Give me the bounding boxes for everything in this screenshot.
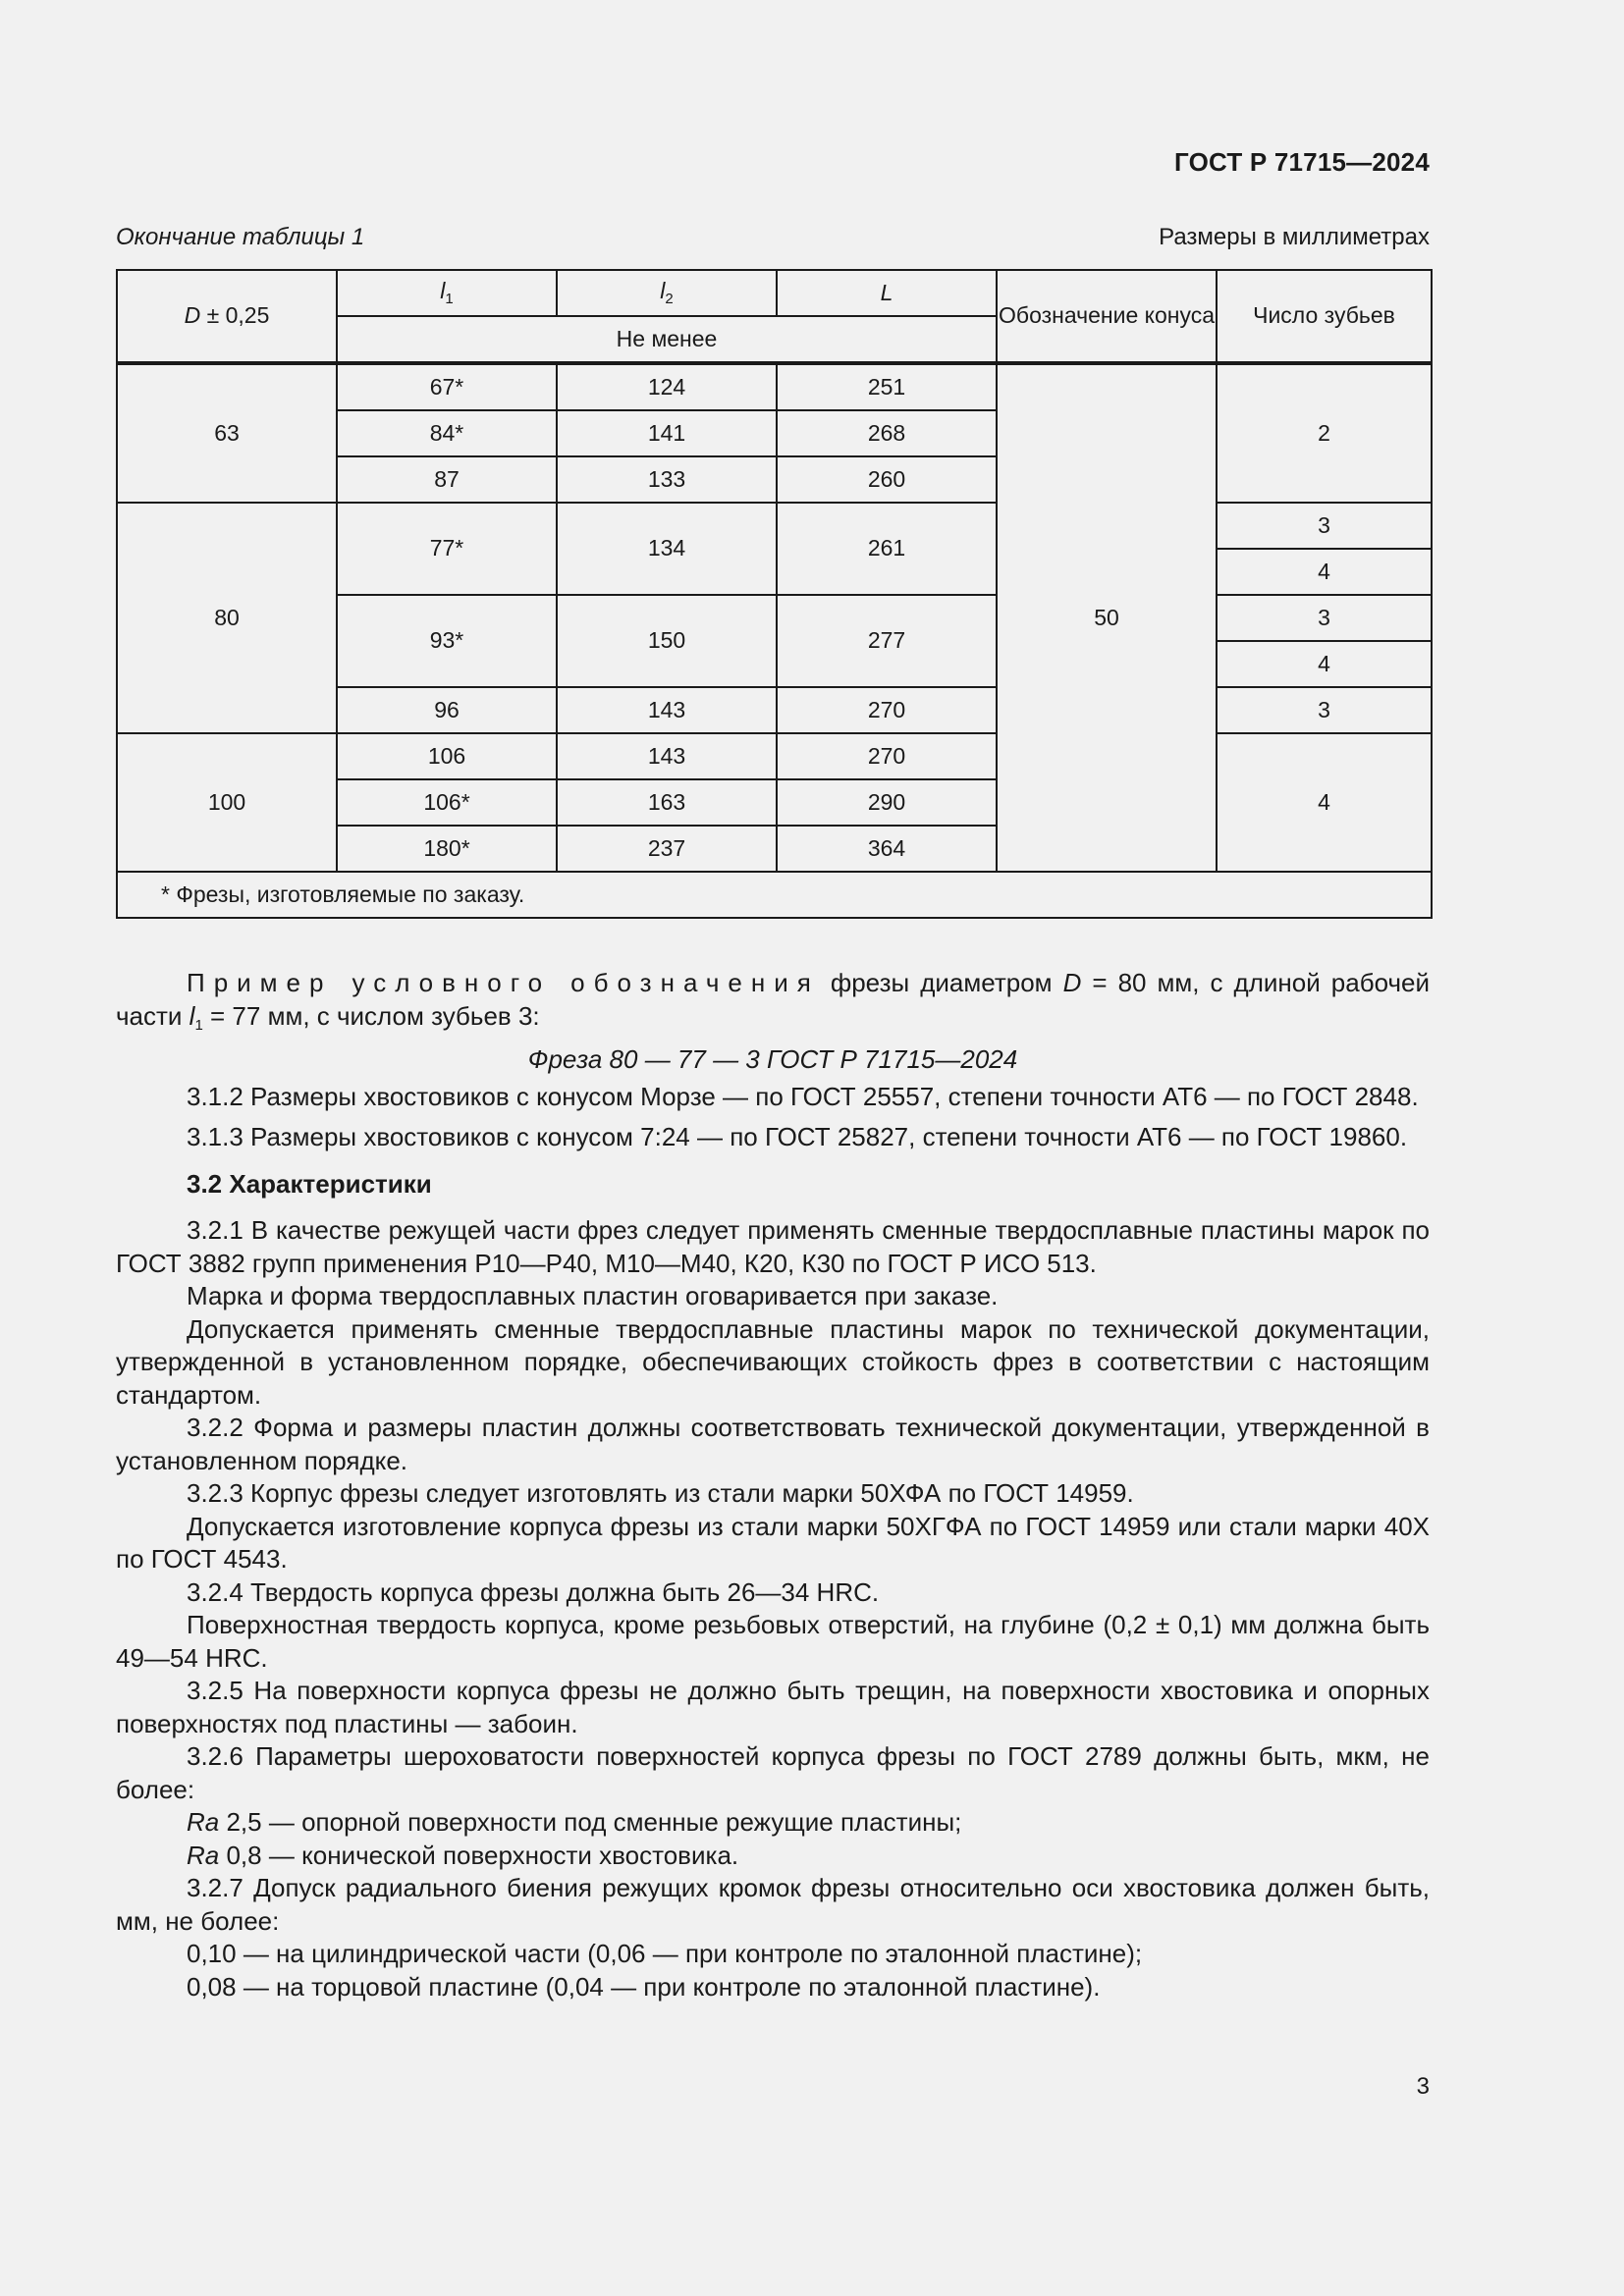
cell-l2: 163 — [557, 779, 777, 826]
cell-teeth: 3 — [1217, 595, 1432, 641]
paragraph-3-2-7: 3.2.7 Допуск радиального биения режущих кромок фрезы относительно оси хвостовика должен быть, мм, не более: — [116, 1873, 1430, 1936]
cell-teeth: 3 — [1217, 687, 1432, 733]
paragraph-3-2-3: 3.2.3 Корпус фрезы следует изготовлять из стали марки 50ХФА по ГОСТ 14959. — [187, 1478, 1134, 1508]
table-footnote: * Фрезы, изготовляемые по заказу. — [117, 872, 1432, 918]
table-row — [117, 363, 1432, 410]
cell-teeth: 3 — [1217, 503, 1432, 549]
header-diameter: D ± 0,25 — [117, 270, 337, 363]
units-caption: Размеры в миллиметрах — [1159, 224, 1430, 250]
cell-length: 270 — [777, 687, 997, 733]
cell-l2: 124 — [557, 363, 777, 410]
cell-length: 251 — [777, 363, 997, 410]
table-body — [117, 363, 1432, 918]
cell-l2: 150 — [557, 595, 777, 687]
example-paragraph: Пример условного обозначения фрезы диаметром D = 80 мм, с длиной рабочей части $l_1 = 77$ мм, с числом зубьев 3: — [116, 968, 1430, 1034]
header-length: L — [777, 270, 997, 316]
cell-l2: 143 — [557, 733, 777, 779]
table-row — [117, 733, 1432, 779]
header-l2: $l_2$ — [557, 270, 777, 316]
cell-length: 268 — [777, 410, 997, 456]
document-code: ГОСТ Р 71715—2024 — [1174, 147, 1430, 177]
paragraph-3-2-1: 3.2.1 В качестве режущей части фрез следует применять сменные твердосплавные пластины марок по ГОСТ 3882 групп применения Р10—Р40, М10—М40, К20, К30 по ГОСТ Р ИСО 513. — [116, 1215, 1430, 1278]
cell-l2: 143 — [557, 687, 777, 733]
cell-l2: 133 — [557, 456, 777, 503]
cell-cone: 50 — [997, 363, 1217, 872]
table-caption — [116, 224, 1430, 251]
cell-l1: 77* — [337, 503, 557, 595]
paragraph-3-2-6-a: Ra 2,5 — опорной поверхности под сменные режущие пластины; — [187, 1807, 962, 1837]
example-designation: Фреза 80 — 77 — 3 ГОСТ Р 71715—2024 — [527, 1044, 1018, 1074]
table-header — [117, 270, 1432, 363]
cell-l1: 106 — [337, 733, 557, 779]
cell-l1: 84* — [337, 410, 557, 456]
cell-diameter: 100 — [117, 733, 337, 872]
table-row — [117, 503, 1432, 549]
paragraph-3-2-6-b: Ra 0,8 — конической поверхности хвостовика. — [187, 1840, 739, 1870]
cell-l2: 141 — [557, 410, 777, 456]
cell-l1: 87 — [337, 456, 557, 503]
cell-length: 270 — [777, 733, 997, 779]
paragraph-3-2-2: 3.2.2 Форма и размеры пластин должны соответствовать технической документации, утвержденной в установленном порядке. — [116, 1413, 1430, 1475]
cell-length: 261 — [777, 503, 997, 595]
document-body — [116, 967, 1430, 2003]
header-cone: Обозначение конуса — [997, 270, 1217, 363]
paragraph-3-2-1-b: Марка и форма твердосплавных пластин оговаривается при заказе. — [187, 1281, 999, 1310]
page-number: 3 — [1416, 2073, 1430, 2100]
cell-length: 277 — [777, 595, 997, 687]
paragraph-3-1-2: 3.1.2 Размеры хвостовиков с конусом Морзе — по ГОСТ 25557, степени точности АТ6 — по ГОСТ 2848. — [187, 1081, 1419, 1111]
paragraph-3-2-7-a: 0,10 — на цилиндрической части (0,06 — при контроле по эталонной пластине); — [187, 1939, 1143, 1968]
cell-length: 290 — [777, 779, 997, 826]
paragraph-3-2-7-b: 0,08 — на торцовой пластине (0,04 — при контроле по эталонной пластине). — [187, 1971, 1101, 2002]
cell-l1: 67* — [337, 363, 557, 410]
cell-length: 260 — [777, 456, 997, 503]
cell-diameter: 63 — [117, 363, 337, 503]
paragraph-3-1-3: 3.1.3 Размеры хвостовиков с конусом 7:24 — по ГОСТ 25827, степени точности АТ6 — по ГОСТ 19860. — [187, 1122, 1408, 1151]
header-teeth: Число зубьев — [1217, 270, 1432, 363]
paragraph-3-2-4-b: Поверхностная твердость корпуса, кроме резьбовых отверстий, на глубине (0,2 ± 0,1) мм должна быть 49—54 HRC. — [116, 1610, 1430, 1673]
cell-diameter: 80 — [117, 503, 337, 733]
cell-l1: 180* — [337, 826, 557, 872]
cell-teeth: 4 — [1217, 549, 1432, 595]
header-min: Не менее — [337, 316, 997, 363]
paragraph-3-2-3-b: Допускается изготовление корпуса фрезы из стали марки 50ХГФА по ГОСТ 14959 или стали марки 40Х по ГОСТ 4543. — [116, 1511, 1430, 1574]
cell-teeth: 4 — [1217, 733, 1432, 872]
cell-l1: 93* — [337, 595, 557, 687]
paragraph-3-2-5: 3.2.5 На поверхности корпуса фрезы не должно быть трещин, на поверхности хвостовика и опорных поверхностях под пластины — забоин. — [116, 1676, 1430, 1738]
cell-l1: 96 — [337, 687, 557, 733]
cell-l2: 134 — [557, 503, 777, 595]
table-continuation-caption: Окончание таблицы 1 — [116, 224, 365, 250]
cell-l2: 237 — [557, 826, 777, 872]
dimensions-table — [116, 269, 1433, 919]
cell-l1: 106* — [337, 779, 557, 826]
cell-teeth: 2 — [1217, 363, 1432, 503]
cell-teeth: 4 — [1217, 641, 1432, 687]
paragraph-3-2-4: 3.2.4 Твердость корпуса фрезы должна быть 26—34 HRC. — [187, 1576, 880, 1607]
paragraph-3-2-1-c: Допускается применять сменные твердосплавные пластины марок по технической документации, утвержденной в установленном порядке, обеспечивающих стойкость фрез в соответствии с настоящим стандартом. — [116, 1313, 1430, 1410]
section-heading-3-2: 3.2 Характеристики — [187, 1168, 432, 1199]
paragraph-3-2-6: 3.2.6 Параметры шероховатости поверхностей корпуса фрезы по ГОСТ 2789 должны быть, мкм, не более: — [116, 1741, 1430, 1804]
table-footnote-row — [117, 872, 1432, 918]
cell-length: 364 — [777, 826, 997, 872]
header-l1: $l_1$ — [337, 270, 557, 316]
